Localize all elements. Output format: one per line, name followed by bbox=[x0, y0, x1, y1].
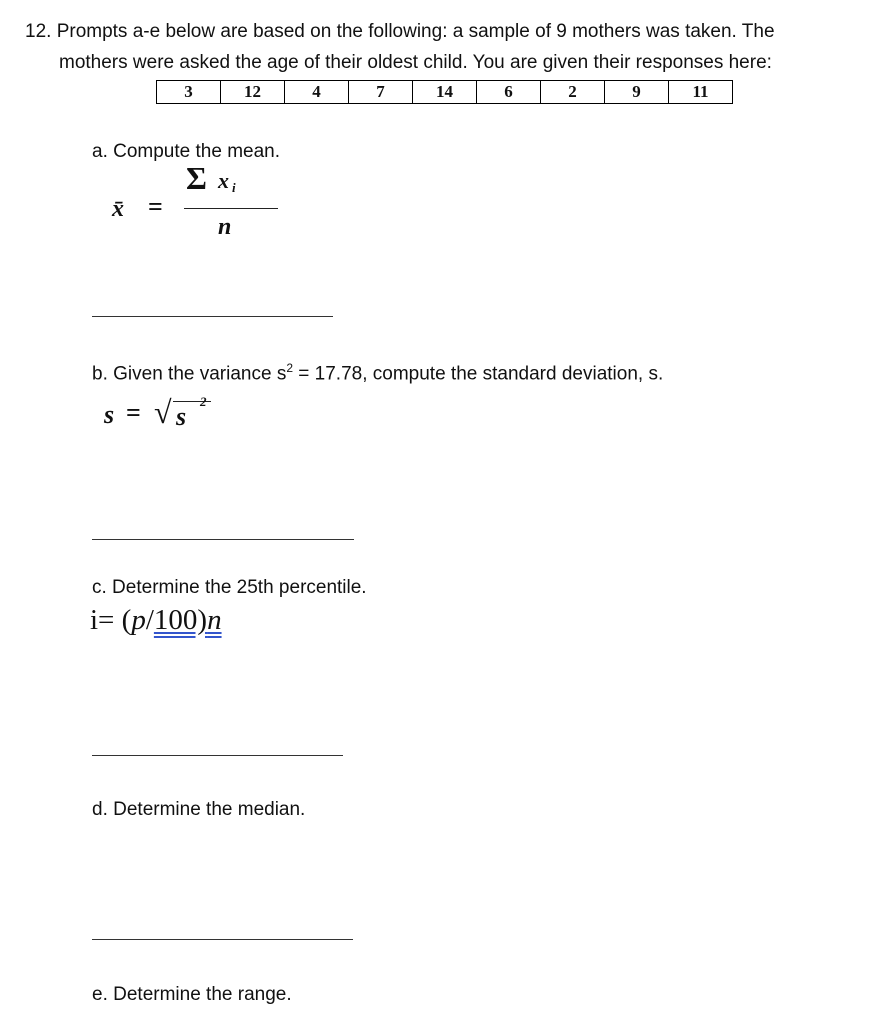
response-cell: 7 bbox=[349, 81, 413, 104]
radicand-exponent: 2 bbox=[200, 394, 207, 409]
answer-line-a bbox=[92, 316, 333, 317]
mean-symbol: x̄ bbox=[112, 196, 124, 222]
formula-s-left: s bbox=[104, 400, 115, 429]
formula-n: n bbox=[207, 604, 222, 636]
equals-sign: = bbox=[148, 192, 163, 221]
formula-slash: / bbox=[145, 604, 154, 636]
answer-line-d bbox=[92, 939, 353, 940]
formula-x-variable: x bbox=[218, 168, 229, 193]
part-b-text-pre: b. Given the variance s bbox=[92, 363, 287, 385]
response-cell: 11 bbox=[669, 81, 733, 104]
equals-sign: = bbox=[126, 398, 141, 427]
answer-line-c bbox=[92, 755, 343, 756]
formula-denominator-n: n bbox=[218, 214, 232, 240]
part-a-prompt: a. Compute the mean. bbox=[92, 141, 280, 162]
question-intro-line-1: 12. Prompts a-e below are based on the following: a sample of 9 mothers was taken. The bbox=[25, 21, 775, 42]
answer-line-b bbox=[92, 539, 354, 540]
response-cell: 14 bbox=[413, 81, 477, 104]
formula-100: 100) bbox=[153, 604, 208, 636]
formula-p: p bbox=[131, 604, 146, 636]
responses-row bbox=[157, 81, 733, 104]
response-cell: 4 bbox=[285, 81, 349, 104]
fraction-bar bbox=[184, 208, 278, 209]
mean-formula bbox=[108, 160, 288, 244]
formula-i-prefix: i= ( bbox=[90, 604, 132, 636]
question-intro-line-2: mothers were asked the age of their oldest child. You are given their responses here: bbox=[59, 52, 772, 73]
formula-subscript-i: i bbox=[232, 180, 236, 195]
response-cell: 9 bbox=[605, 81, 669, 104]
part-b-prompt bbox=[92, 361, 663, 385]
response-cell: 3 bbox=[157, 81, 221, 104]
radical-sign: √ bbox=[154, 394, 172, 430]
response-cell: 12 bbox=[221, 81, 285, 104]
percentile-formula bbox=[90, 604, 222, 637]
part-d-prompt: d. Determine the median. bbox=[92, 799, 306, 820]
superscript-2: 2 bbox=[286, 361, 294, 375]
std-dev-formula bbox=[104, 392, 244, 436]
part-b-text-post: = 17.78, compute the standard deviation, s. bbox=[293, 363, 664, 385]
sigma-symbol: Σ bbox=[186, 160, 207, 196]
formula-s-radicand: s bbox=[176, 402, 187, 431]
response-cell: 2 bbox=[541, 81, 605, 104]
response-cell: 6 bbox=[477, 81, 541, 104]
part-c-prompt: c. Determine the 25th percentile. bbox=[92, 577, 367, 598]
responses-table bbox=[156, 80, 733, 104]
part-e-prompt: e. Determine the range. bbox=[92, 984, 292, 1005]
